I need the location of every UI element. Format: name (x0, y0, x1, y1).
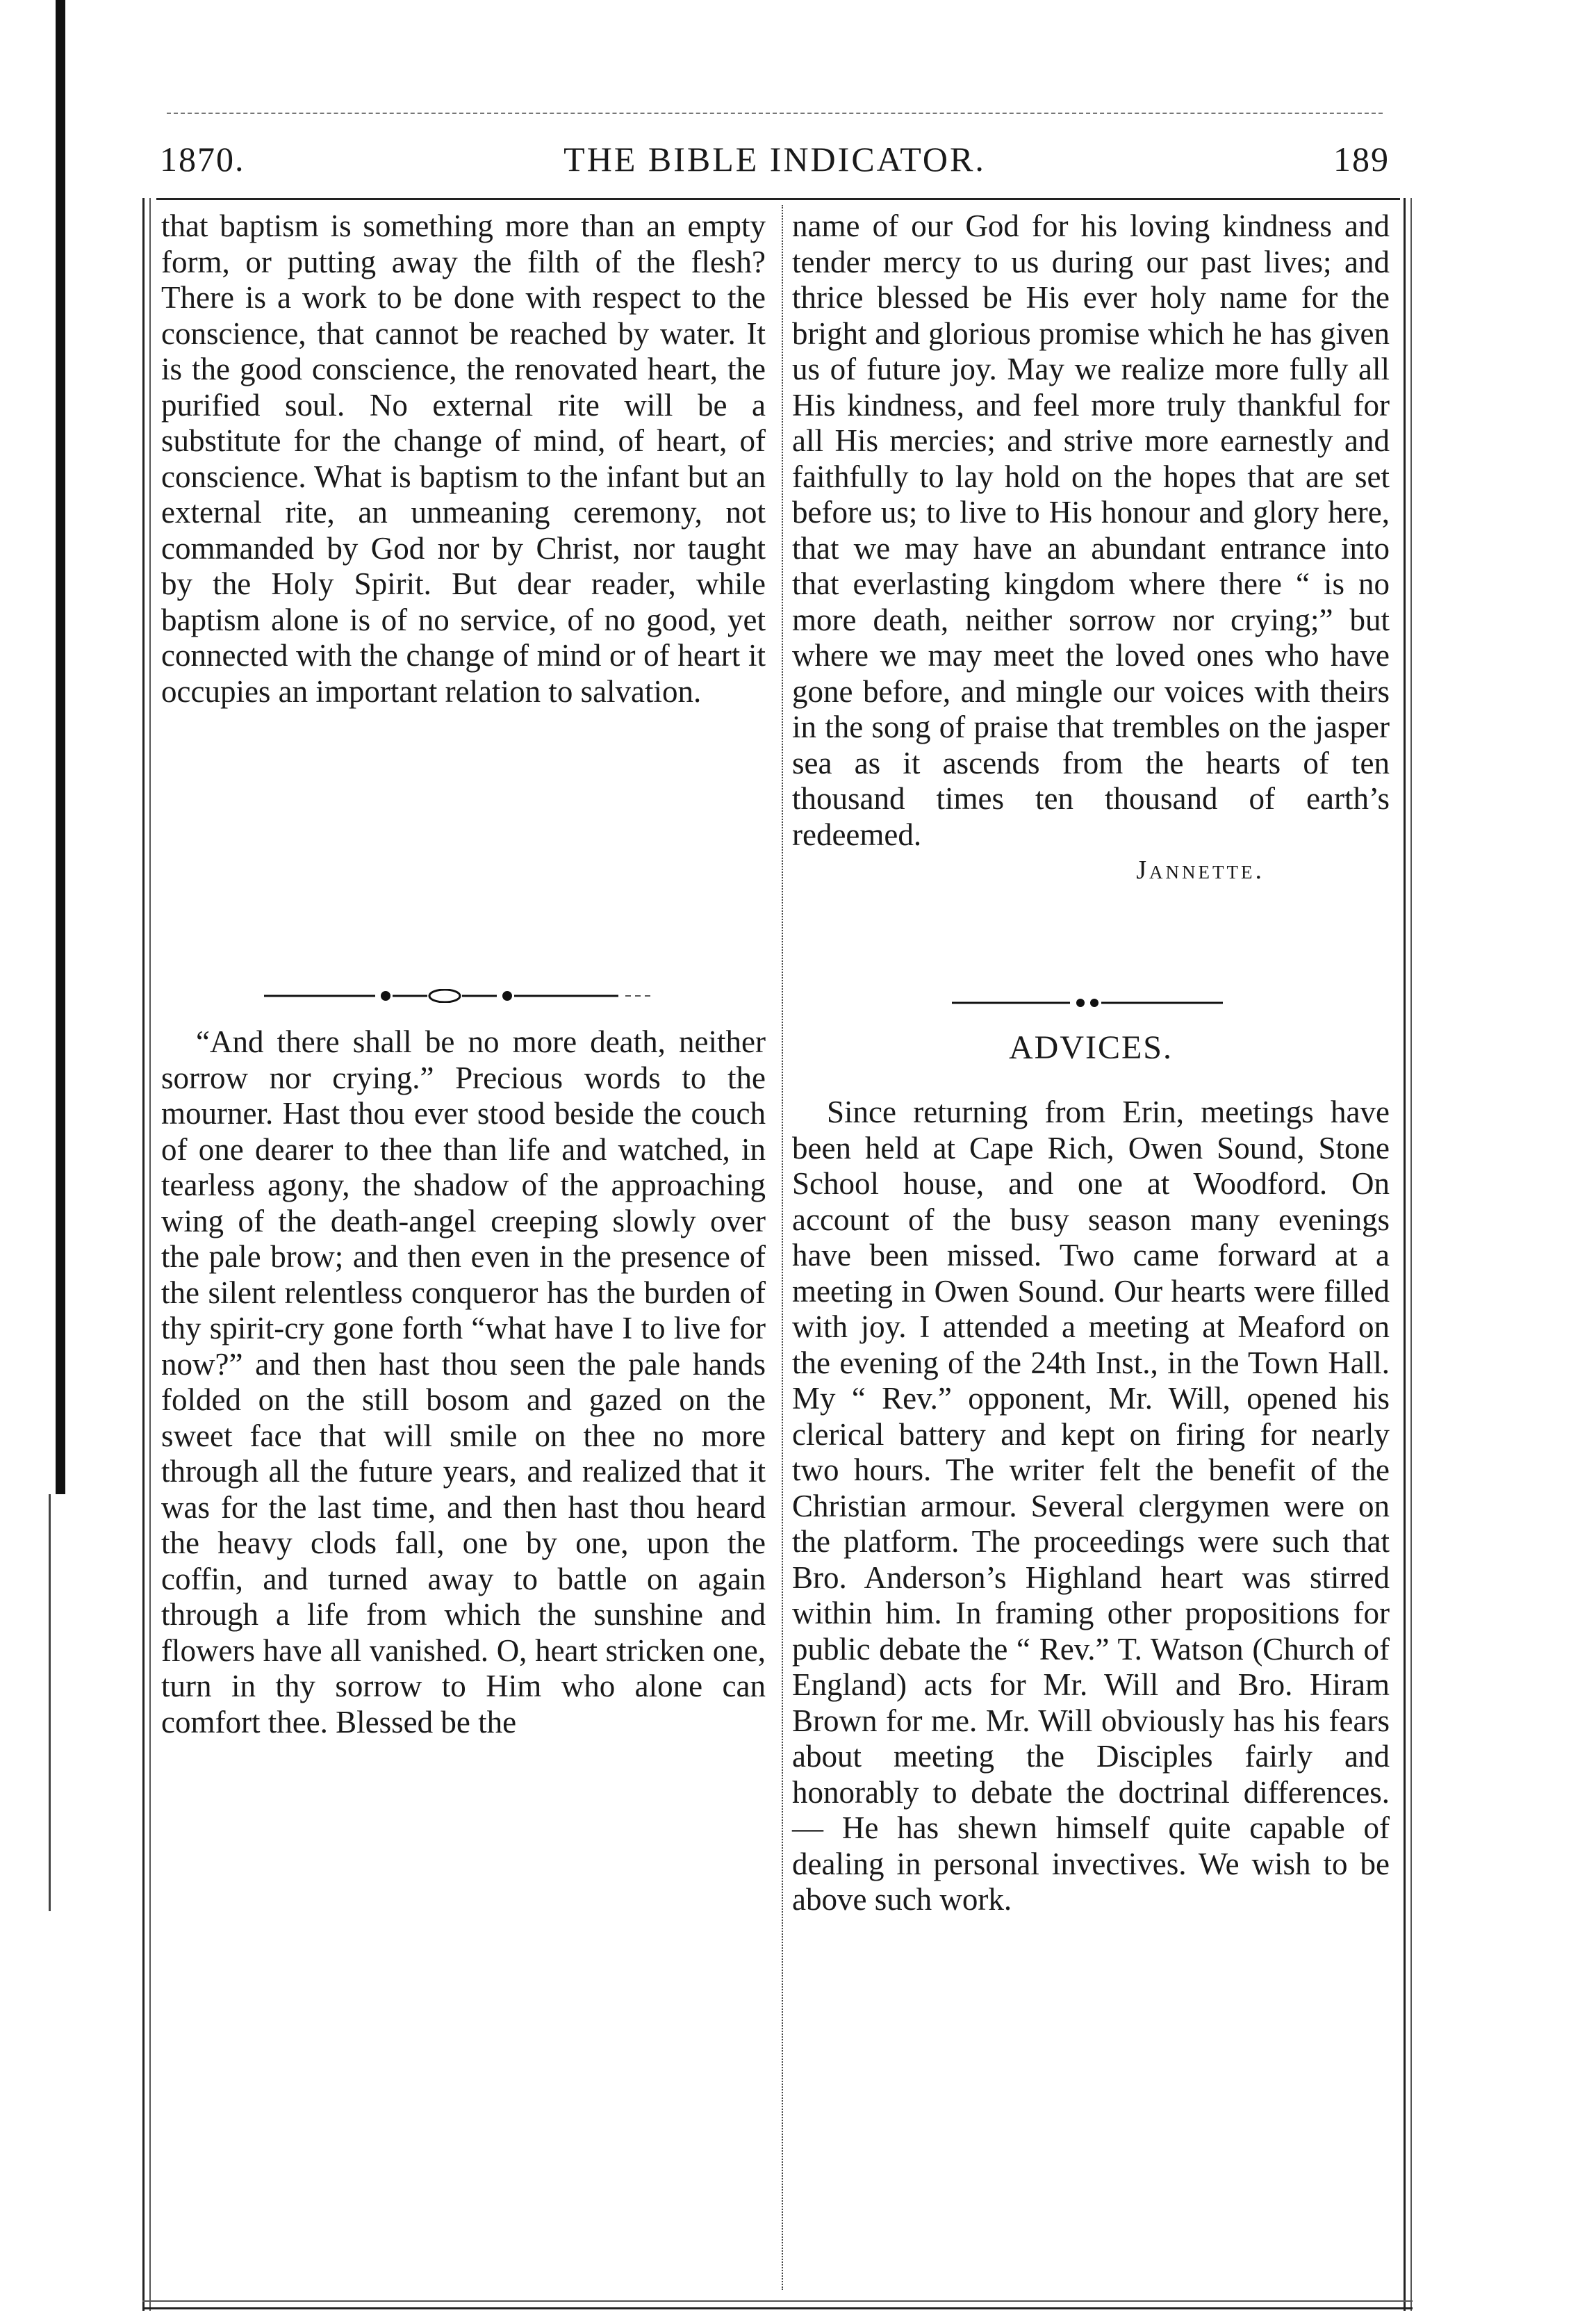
paragraph: that baptism is something more than an empty form, or putting away the filth of the flesh? There is a work to be done with respect to the conscience, that cannot be reached by water. It is the good conscience, the renovated heart, the purified soul. No external rite will be a substitute for the change of mind, of heart, of conscience. What is baptism to the infant but an external rite, an unmeaning ceremony, not commanded by God nor by Christ, nor taught by the Holy Spirit. But dear reader, while baptism alone is of no service, of no good, yet connected with the change of mind or of heart it occupies an important relation to salvation. (161, 208, 766, 709)
ornament-separator (264, 989, 653, 1003)
frame-bottom-rule (142, 2307, 1413, 2309)
header-year: 1870. (160, 140, 245, 179)
paragraph: Since returning from Erin, meetings have been held at Cape Rich, Owen Sound, Stone School house, and one at Woodford. On account of the busy season many evenings have been missed. Two came forward at a meeting in Owen Sound. Our hearts were filled with joy. I attended a meeting at Meaford on the evening of the 24th Inst., in the Town Hall. My “ Rev.” opponent, Mr. Will, opened his clerical battery and kept on firing for nearly two hours. The writer felt the benefit of the Christian armour. Several clergymen were on the platform. The proceedings were such that Bro. Anderson’s Highland heart was stirred within him. In framing other propositions for public debate the “ Rev.” T. Watson (Church of England) acts for Mr. Will and Bro. Hiram Brown for me. Mr. Will obviously has his fears about meeting the Disciples fairly and honorably to debate the doctrinal differences.— He has shewn himself quite capable of dealing in personal invectives. We wish to be above such work. (792, 1095, 1390, 1917)
column-divider (782, 205, 783, 2290)
frame-left-rule (142, 198, 145, 2311)
section-title-advices: ADVICES. (1008, 1029, 1173, 1066)
frame-right-rule (1404, 198, 1406, 2311)
top-dashed-rule (167, 113, 1383, 114)
header-rule (156, 198, 1400, 200)
binding-edge-lower (49, 1494, 51, 1911)
left-column-continued-text (161, 208, 766, 710)
paragraph: “And there shall be no more death, neither sorrow nor crying.” Precious words to the mourner. Hast thou ever stood beside the couch of one dearer to thee than life and watched, in tearless agony, the shadow of the approaching wing of the death-angel creeping slowly over the pale brow; and then even in the presence of the silent relentless conqueror has the burden of thy spirit-cry gone forth “what have I to live for now?” and then hast thou seen the pale hands folded on the still bosom and gazed on the sweet face that will smile on thee no more through all the future years, and realized that it was for the last time, and then hast thou heard the heavy clods fall, one by one, upon the coffin, and turned away to battle on again through a life from which the sunshine and flowers have all vanished. O, heart stricken one, turn in thy sorrow to Him who alone can comfort thee. Blessed be the (161, 1024, 766, 1740)
running-header (160, 139, 1390, 195)
header-title: THE BIBLE INDICATOR. (563, 140, 986, 179)
ornament-separator-right (952, 996, 1223, 1010)
right-column-continued-text (792, 208, 1390, 889)
right-column-advices (792, 1095, 1390, 1918)
author-signature: Jannette. (1136, 856, 1265, 885)
header-page-number: 189 (1333, 140, 1390, 179)
binding-edge (56, 0, 65, 1494)
frame-right-inner-rule (1410, 198, 1412, 2311)
paragraph: name of our God for his loving kindness and tender mercy to us during our past lives; and thrice blessed be His ever holy name for the bright and glorious promise which he has given us of future joy. May we realize more fully all His kindness, and feel more truly thankful for all His mercies; and strive more earnestly and faithfully to lay hold on the hopes that are set before us; to live to His honour and glory here, that we may have an abundant entrance into that everlasting kingdom where there “ is no more death, neither sorrow nor crying;” but where we may meet the loved ones who have gone before, and mingle our voices with theirs in the song of praise that trembles on the jasper sea as it ascends from the hearts of ten thousand times ten thousand of earth’s redeemed. (792, 208, 1390, 852)
left-column-article (161, 1024, 766, 1740)
frame-bottom-inner-rule (142, 2300, 1413, 2302)
frame-left-inner-rule (149, 198, 151, 2311)
